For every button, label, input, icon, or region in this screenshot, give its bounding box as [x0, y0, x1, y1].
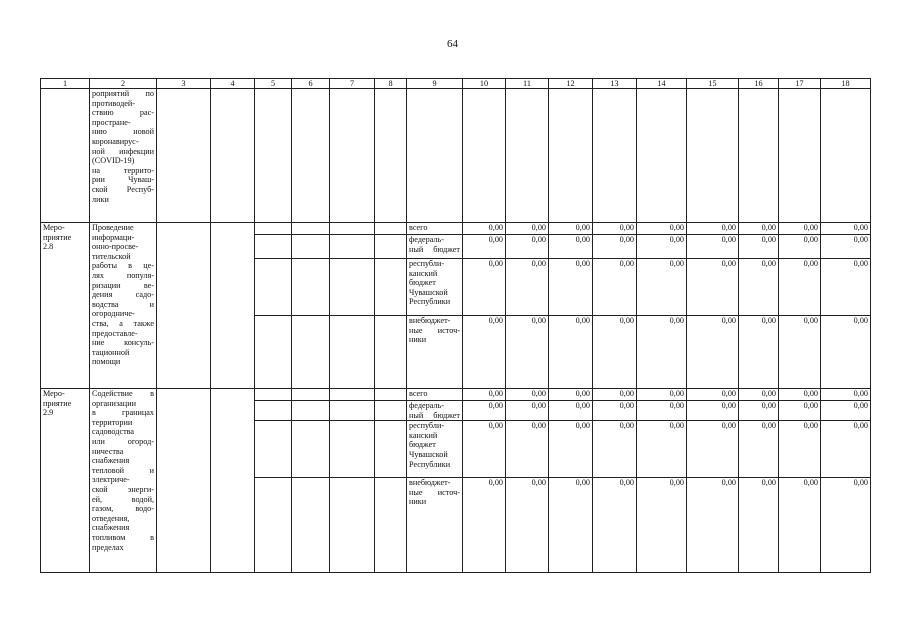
- text-line: простране-: [92, 117, 131, 127]
- text-line: снабжения: [92, 456, 130, 466]
- text-line: бюджет: [409, 440, 436, 450]
- value-cell: 0,00: [463, 223, 506, 235]
- empty-cell: [375, 223, 407, 235]
- text-line: всего: [409, 389, 428, 398]
- table-row: [41, 389, 871, 401]
- value-cell: 0,00: [779, 316, 821, 389]
- empty-cell: [821, 89, 871, 223]
- column-header-18: 18: [821, 79, 871, 89]
- empty-cell: [292, 421, 330, 478]
- text-line: снабжения: [92, 523, 130, 533]
- value-cell: 0,00: [463, 401, 506, 421]
- value-cell: 0,00: [821, 421, 871, 478]
- empty-cell: [292, 89, 330, 223]
- value-cell: 0,00: [739, 316, 779, 389]
- empty-cell: [407, 89, 463, 223]
- column-header-13: 13: [593, 79, 637, 89]
- column-header-6: 6: [292, 79, 330, 89]
- value-cell: 0,00: [463, 478, 506, 573]
- text-line: ние консуль-: [92, 338, 154, 348]
- funding-source-cell: [407, 259, 463, 316]
- value-cell: 0,00: [593, 421, 637, 478]
- funding-source-cell: [407, 235, 463, 259]
- value-cell: 0,00: [637, 259, 687, 316]
- value-cell: 0,00: [593, 401, 637, 421]
- column-header-11: 11: [506, 79, 549, 89]
- value-cell: 0,00: [687, 478, 739, 573]
- text-line: ные источ-: [409, 325, 460, 335]
- value-cell: 0,00: [506, 401, 549, 421]
- value-cell: 0,00: [463, 259, 506, 316]
- empty-cell: [330, 89, 375, 223]
- value-cell: 0,00: [506, 259, 549, 316]
- funding-source-cell: [407, 316, 463, 389]
- measure-name-cell: [90, 89, 157, 223]
- column-header-10: 10: [463, 79, 506, 89]
- value-cell: 0,00: [593, 316, 637, 389]
- column-header-4: 4: [211, 79, 255, 89]
- text-line: Меро-: [43, 223, 65, 232]
- text-line: организации: [92, 398, 136, 408]
- value-cell: 0,00: [549, 259, 593, 316]
- text-line: рии Чуваш-: [92, 175, 154, 185]
- value-cell: 0,00: [739, 389, 779, 401]
- value-cell: 0,00: [549, 401, 593, 421]
- value-cell: 0,00: [506, 223, 549, 235]
- value-cell: 0,00: [739, 478, 779, 573]
- value-cell: 0,00: [506, 478, 549, 573]
- value-cell: 0,00: [637, 223, 687, 235]
- value-cell: 0,00: [779, 223, 821, 235]
- text-line: ный бюджет: [409, 410, 460, 420]
- value-cell: 0,00: [549, 223, 593, 235]
- column-header-9: 9: [407, 79, 463, 89]
- empty-cell: [255, 89, 292, 223]
- value-cell: 0,00: [593, 259, 637, 316]
- value-cell: 0,00: [637, 421, 687, 478]
- value-cell: 0,00: [687, 235, 739, 259]
- empty-cell: [330, 223, 375, 235]
- empty-cell: [375, 421, 407, 478]
- empty-cell: [779, 89, 821, 223]
- empty-cell: [255, 235, 292, 259]
- value-cell: 0,00: [549, 389, 593, 401]
- text-line: (COVID-19): [92, 156, 135, 166]
- value-cell: 0,00: [593, 235, 637, 259]
- empty-cell: [255, 421, 292, 478]
- text-line: ные источ-: [409, 487, 460, 497]
- value-cell: 0,00: [506, 389, 549, 401]
- empty-cell: [375, 389, 407, 401]
- empty-cell: [292, 223, 330, 235]
- text-line: электриче-: [92, 475, 130, 485]
- column-header-2: 2: [90, 79, 157, 89]
- text-line: в границах: [92, 408, 154, 418]
- measure-name-cell: [90, 223, 157, 389]
- text-line: онно-просве-: [92, 242, 139, 252]
- text-line: ный бюджет: [409, 244, 460, 254]
- text-line: республи-: [409, 421, 445, 431]
- table-row: [41, 223, 871, 235]
- text-line: республи-: [409, 259, 445, 268]
- empty-cell: [330, 316, 375, 389]
- value-cell: 0,00: [687, 421, 739, 478]
- value-cell: 0,00: [593, 389, 637, 401]
- value-cell: 0,00: [463, 235, 506, 259]
- column-header-16: 16: [739, 79, 779, 89]
- value-cell: 0,00: [739, 401, 779, 421]
- text-line: ризации ве-: [92, 280, 154, 290]
- text-line: лики: [92, 194, 109, 204]
- funding-source-cell: [407, 478, 463, 573]
- value-cell: 0,00: [593, 478, 637, 573]
- text-line: ничества: [92, 446, 124, 456]
- text-line: Проведение: [92, 223, 134, 232]
- text-line: топливом в: [92, 532, 154, 542]
- empty-cell: [255, 316, 292, 389]
- text-line: Чувашской: [409, 287, 448, 297]
- empty-cell: [157, 223, 211, 389]
- funding-source-cell: [407, 401, 463, 421]
- text-line: огородниче-: [92, 309, 135, 319]
- value-cell: 0,00: [779, 401, 821, 421]
- value-cell: 0,00: [687, 401, 739, 421]
- value-cell: 0,00: [779, 478, 821, 573]
- empty-cell: [375, 478, 407, 573]
- empty-cell: [463, 89, 506, 223]
- empty-cell: [330, 421, 375, 478]
- measure-code-cell: [41, 389, 90, 573]
- value-cell: 0,00: [687, 316, 739, 389]
- value-cell: 0,00: [506, 235, 549, 259]
- empty-cell: [330, 235, 375, 259]
- text-line: 2.8: [43, 242, 54, 252]
- column-header-12: 12: [549, 79, 593, 89]
- empty-cell: [211, 223, 255, 389]
- measure-code-cell: [41, 89, 90, 223]
- value-cell: 0,00: [637, 401, 687, 421]
- value-cell: 0,00: [687, 223, 739, 235]
- column-header-8: 8: [375, 79, 407, 89]
- value-cell: 0,00: [821, 235, 871, 259]
- column-header-1: 1: [41, 79, 90, 89]
- value-cell: 0,00: [739, 259, 779, 316]
- value-cell: 0,00: [779, 235, 821, 259]
- value-cell: 0,00: [637, 235, 687, 259]
- value-cell: 0,00: [779, 259, 821, 316]
- value-cell: 0,00: [593, 223, 637, 235]
- value-cell: 0,00: [549, 478, 593, 573]
- budget-table: [40, 78, 871, 573]
- value-cell: 0,00: [687, 389, 739, 401]
- value-cell: 0,00: [821, 401, 871, 421]
- text-line: отведения,: [92, 513, 130, 523]
- text-line: Республики: [409, 297, 451, 307]
- value-cell: 0,00: [637, 389, 687, 401]
- empty-cell: [157, 389, 211, 573]
- empty-cell: [255, 401, 292, 421]
- empty-cell: [739, 89, 779, 223]
- text-line: всего: [409, 223, 428, 232]
- text-line: канский: [409, 430, 438, 440]
- text-line: ствию рас-: [92, 108, 154, 118]
- value-cell: 0,00: [739, 235, 779, 259]
- empty-cell: [330, 389, 375, 401]
- text-line: Чувашской: [409, 449, 448, 459]
- value-cell: 0,00: [779, 389, 821, 401]
- empty-cell: [375, 316, 407, 389]
- text-line: информаци-: [92, 232, 135, 242]
- empty-cell: [292, 478, 330, 573]
- empty-cell: [375, 401, 407, 421]
- text-line: помощи: [92, 357, 121, 367]
- empty-cell: [292, 259, 330, 316]
- text-line: Меро-: [43, 389, 65, 398]
- empty-cell: [292, 389, 330, 401]
- text-line: приятие: [43, 398, 72, 408]
- text-line: нию новой: [92, 127, 154, 137]
- value-cell: 0,00: [463, 421, 506, 478]
- text-line: тепловой и: [92, 465, 154, 475]
- value-cell: 0,00: [463, 389, 506, 401]
- empty-cell: [292, 235, 330, 259]
- empty-cell: [255, 223, 292, 235]
- text-line: коронавирус-: [92, 136, 139, 146]
- empty-cell: [375, 259, 407, 316]
- value-cell: 0,00: [506, 421, 549, 478]
- text-line: 2.9: [43, 408, 54, 418]
- text-line: дения садо-: [92, 290, 154, 300]
- text-line: федераль-: [409, 235, 444, 244]
- empty-cell: [637, 89, 687, 223]
- empty-cell: [211, 89, 255, 223]
- column-header-17: 17: [779, 79, 821, 89]
- empty-cell: [330, 401, 375, 421]
- value-cell: 0,00: [739, 421, 779, 478]
- text-line: приятие: [43, 232, 72, 242]
- text-line: территории: [92, 417, 133, 427]
- column-header-15: 15: [687, 79, 739, 89]
- empty-cell: [330, 259, 375, 316]
- text-line: федераль-: [409, 401, 444, 410]
- text-line: тительской: [92, 251, 131, 261]
- measure-name-cell: [90, 389, 157, 573]
- text-line: водства и: [92, 299, 154, 309]
- table-body: [41, 89, 871, 573]
- funding-source-cell: [407, 223, 463, 235]
- measure-code-cell: [41, 223, 90, 389]
- text-line: тационной: [92, 347, 130, 357]
- value-cell: 0,00: [821, 259, 871, 316]
- text-line: садоводства: [92, 427, 135, 437]
- text-line: предоставле-: [92, 328, 138, 338]
- value-cell: 0,00: [506, 316, 549, 389]
- empty-cell: [375, 235, 407, 259]
- empty-cell: [255, 478, 292, 573]
- text-line: работы в це-: [92, 261, 154, 271]
- column-header-5: 5: [255, 79, 292, 89]
- text-line: или огород-: [92, 436, 154, 446]
- empty-cell: [687, 89, 739, 223]
- value-cell: 0,00: [821, 223, 871, 235]
- text-line: противодей-: [92, 98, 135, 108]
- text-line: ской энерги-: [92, 484, 154, 494]
- empty-cell: [375, 89, 407, 223]
- text-line: ники: [409, 497, 427, 507]
- column-header-14: 14: [637, 79, 687, 89]
- value-cell: 0,00: [637, 478, 687, 573]
- empty-cell: [506, 89, 549, 223]
- empty-cell: [255, 389, 292, 401]
- funding-source-cell: [407, 389, 463, 401]
- text-line: пределах: [92, 542, 124, 552]
- text-line: Содействие в: [92, 389, 154, 398]
- text-line: ной инфекции: [92, 146, 154, 156]
- value-cell: 0,00: [779, 421, 821, 478]
- value-cell: 0,00: [549, 421, 593, 478]
- text-line: внебюджет-: [409, 316, 451, 325]
- value-cell: 0,00: [739, 223, 779, 235]
- empty-cell: [593, 89, 637, 223]
- text-line: газом, водо-: [92, 504, 154, 514]
- value-cell: 0,00: [821, 478, 871, 573]
- value-cell: 0,00: [463, 316, 506, 389]
- continuation-row: [41, 89, 871, 223]
- empty-cell: [549, 89, 593, 223]
- empty-cell: [157, 89, 211, 223]
- text-line: роприятий по: [92, 89, 154, 98]
- column-header-3: 3: [157, 79, 211, 89]
- text-line: канский: [409, 268, 438, 278]
- value-cell: 0,00: [821, 389, 871, 401]
- empty-cell: [292, 316, 330, 389]
- text-line: на террито-: [92, 165, 154, 175]
- value-cell: 0,00: [687, 259, 739, 316]
- page-number: 64: [447, 38, 458, 50]
- value-cell: 0,00: [549, 235, 593, 259]
- text-line: ники: [409, 335, 427, 345]
- text-line: лях популя-: [92, 270, 154, 280]
- value-cell: 0,00: [549, 316, 593, 389]
- text-line: ской Респуб-: [92, 184, 154, 194]
- text-line: Республики: [409, 459, 451, 469]
- text-line: ей, водой,: [92, 494, 154, 504]
- empty-cell: [292, 401, 330, 421]
- text-line: ства, а также: [92, 318, 154, 328]
- text-line: внебюджет-: [409, 478, 451, 488]
- value-cell: 0,00: [637, 316, 687, 389]
- empty-cell: [211, 389, 255, 573]
- funding-source-cell: [407, 421, 463, 478]
- text-line: бюджет: [409, 278, 436, 288]
- value-cell: 0,00: [821, 316, 871, 389]
- header-row: [41, 79, 871, 89]
- empty-cell: [330, 478, 375, 573]
- column-header-7: 7: [330, 79, 375, 89]
- empty-cell: [255, 259, 292, 316]
